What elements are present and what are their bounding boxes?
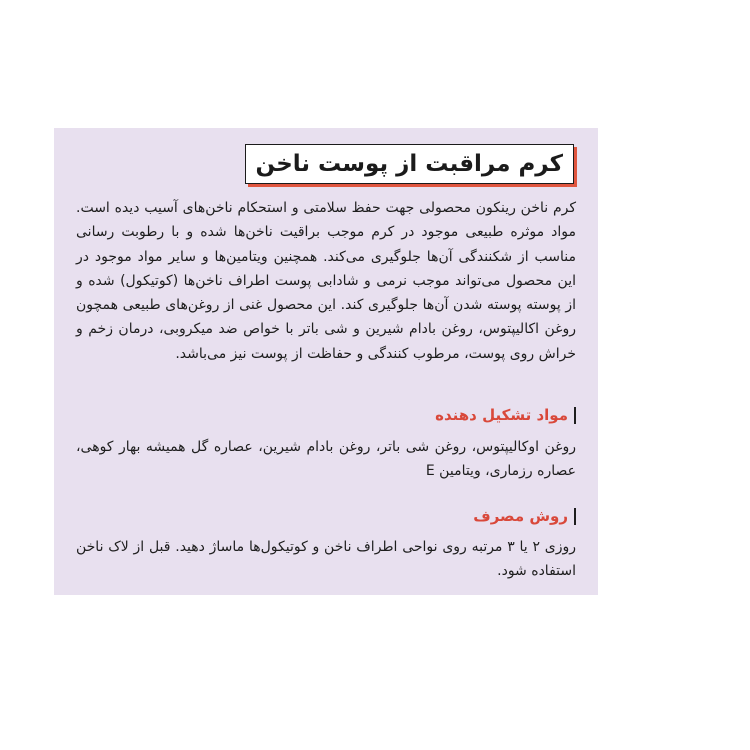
ingredients-heading [435, 406, 576, 424]
ingredients-heading-label: مواد تشکیل دهنده [435, 406, 568, 424]
ingredients-text: روغن اوکالیپتوس، روغن شی باتر، روغن بادام شیرین، عصاره گل همیشه بهار کوهی، عصاره رزماری، ویتامین E [76, 439, 576, 480]
usage-heading [473, 507, 576, 525]
heading-bar [574, 508, 576, 525]
article-panel [54, 128, 598, 595]
usage-heading-label: روش مصرف [473, 507, 568, 525]
heading-bar [574, 407, 576, 424]
article-title: کرم مراقبت از پوست ناخن [255, 151, 563, 177]
usage-text: روزی ۲ یا ۳ مرتبه روی نواحی اطراف ناخن و کوتیکول‌ها ماساژ دهید. قبل از لاک ناخن استفاده شود. [76, 539, 576, 580]
title-box [245, 144, 575, 184]
intro-paragraph: کرم ناخن رینکون محصولی جهت حفظ سلامتی و استحکام ناخن‌های آسیب دیده است. مواد موثره طبیعی موجود در کرم موجب براقیت ناخن‌ها شده و با رطوبت رسانی مناسب از شکنندگی آن‌ها جلوگیری می‌کند. همچنین ویتامین‌ها و سایر مواد موجود در این محصول می‌تواند موجب نرمی و شادابی پوست اطراف ناخن‌ها (کوتیکول) شده و از پوسته پوسته شدن آن‌ها جلوگیری کند. این محصول غنی از روغن‌های طبیعی همچون روغن اکالیپتوس، روغن بادام شیرین و شی باتر با خواص ضد میکروبی، درمان زخم و خراش روی پوست، مرطوب کنندگی و حفاظت از پوست نیز می‌باشد. [76, 200, 576, 362]
